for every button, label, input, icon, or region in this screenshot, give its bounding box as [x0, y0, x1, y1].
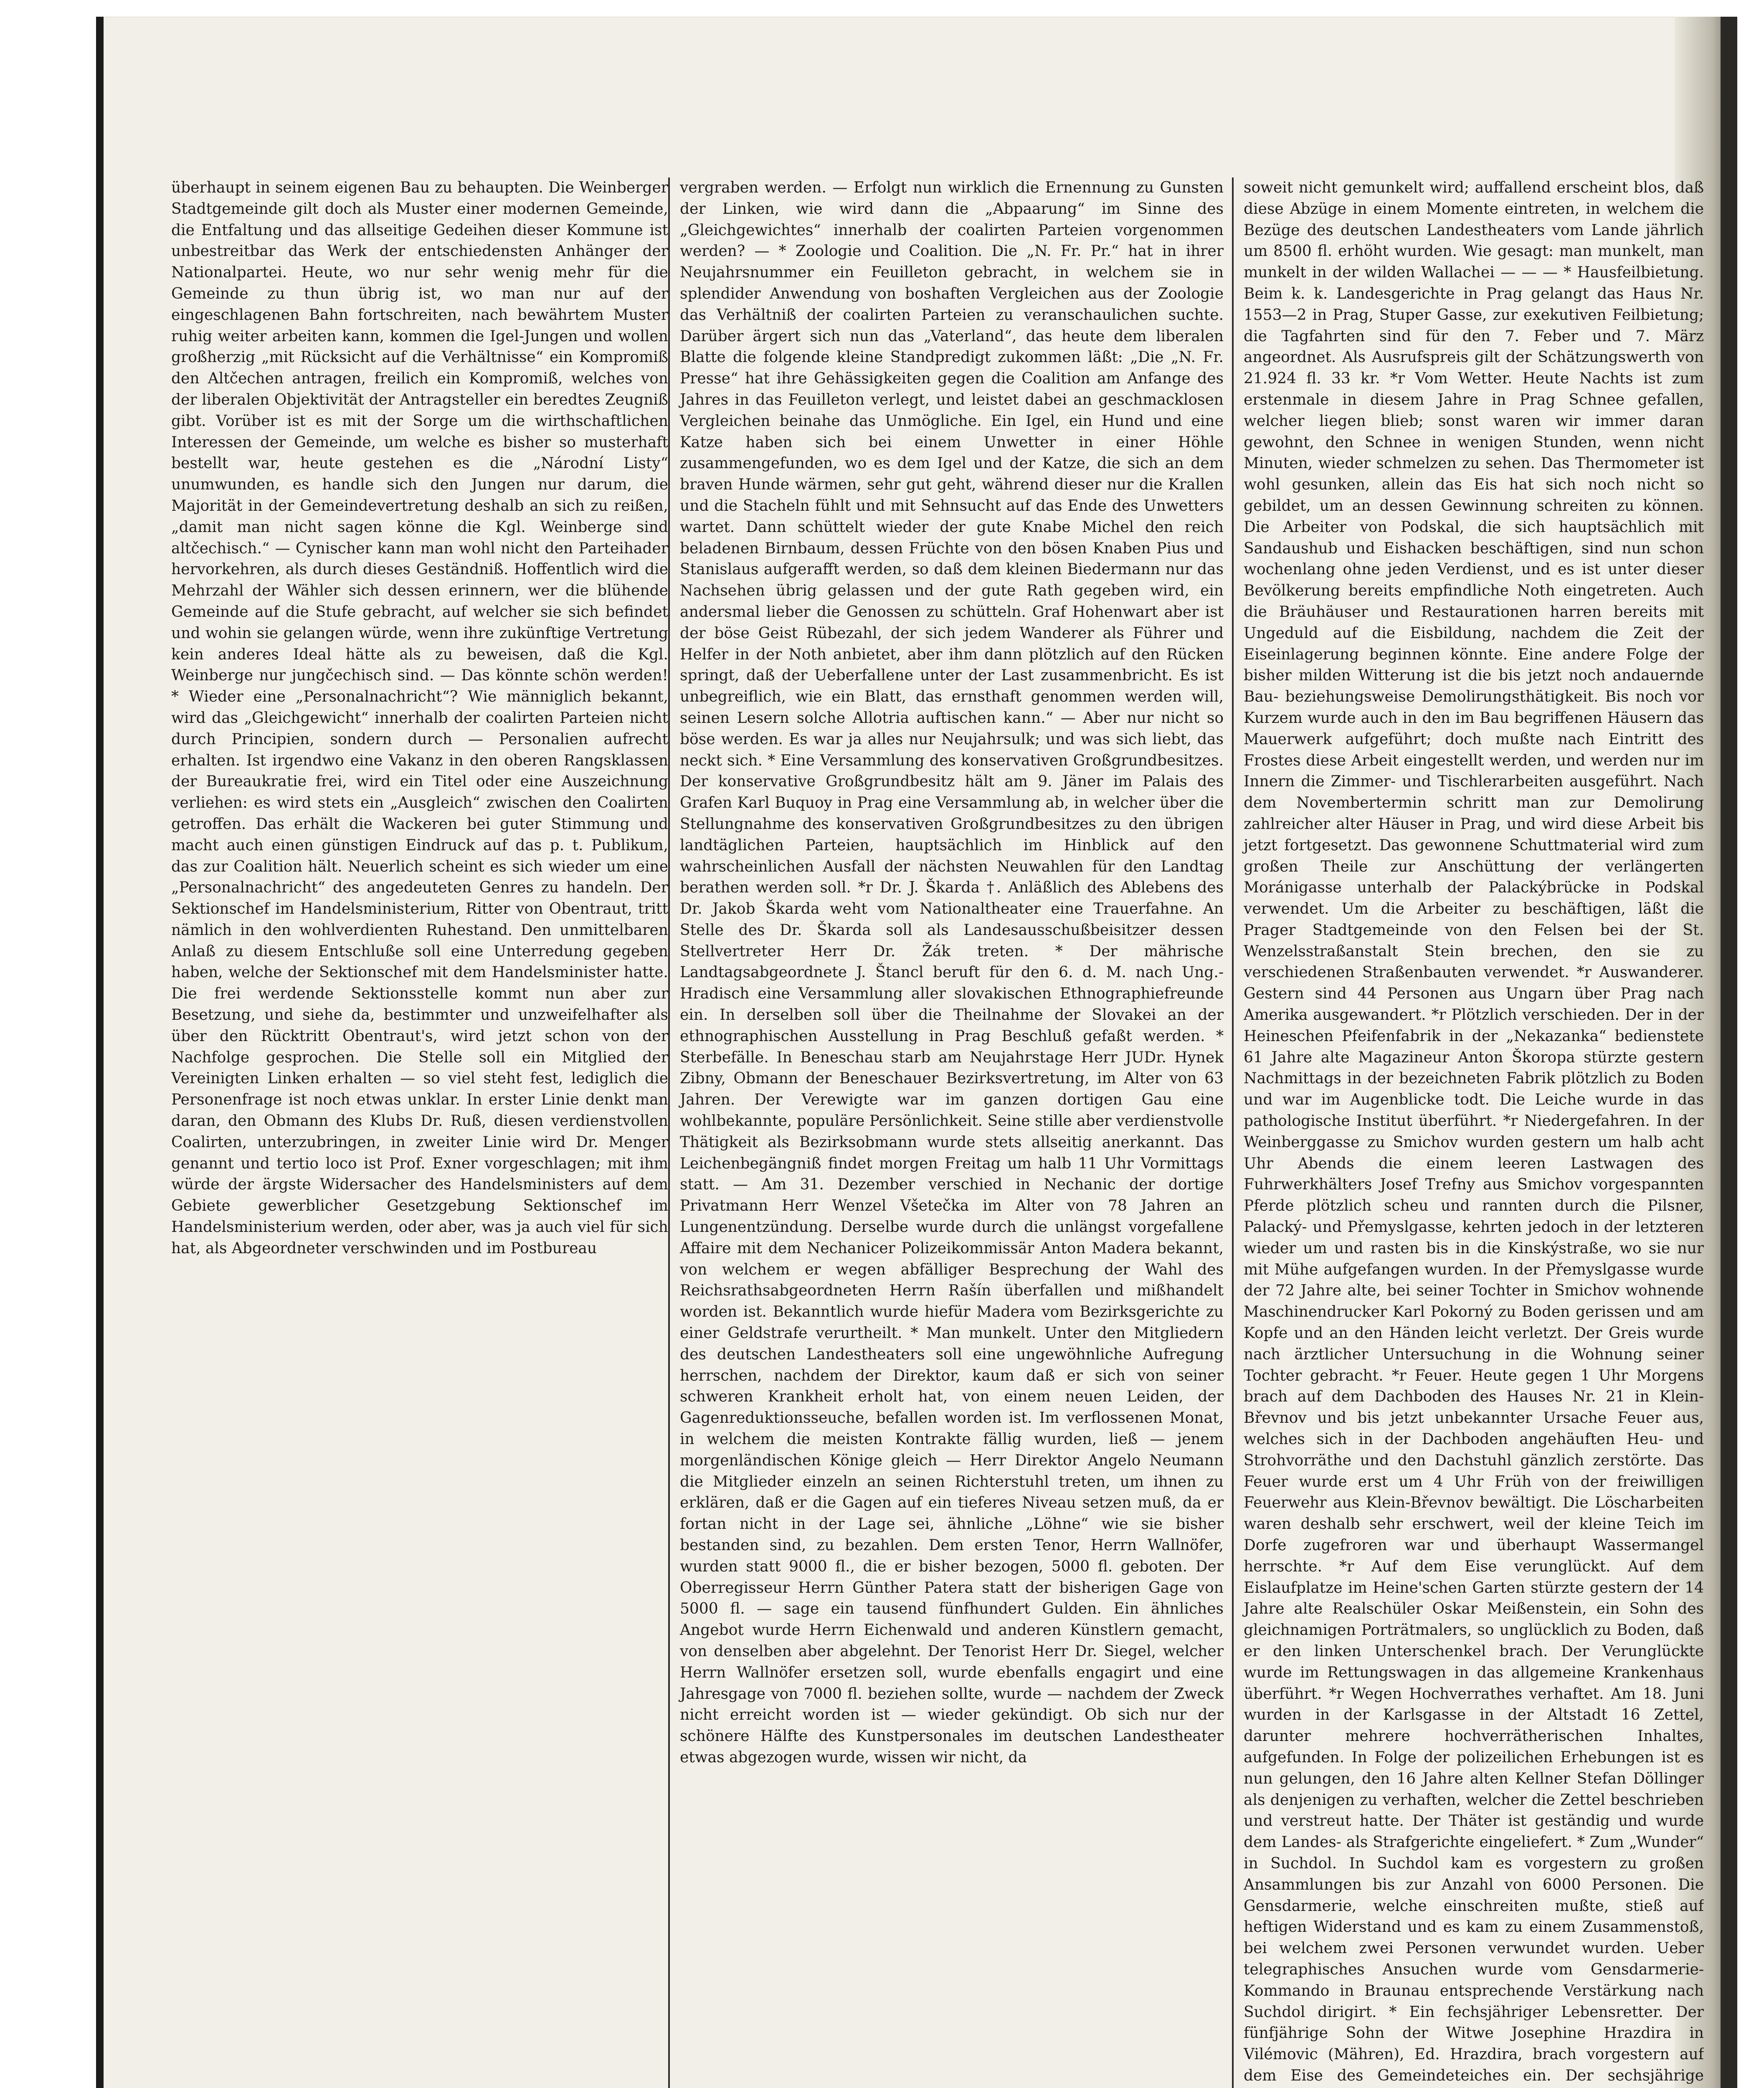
scan-left-edge [96, 17, 104, 2088]
column-2-text: vergraben werden. — Erfolgt nun wirklich die Ernennung zu Gunsten der Linken, wie wird dann die „Abpaarung“ im Sinne des „Gleichgewichtes“ innerhalb der coalirten Parteien vorgenommen werden? — * Zoologie und Coalition. Die „N. Fr. Pr.“ hat in ihrer Neujahrsnummer ein Feuilleton gebracht, in welchem sie in splendider Anwendung von boshaften Vergleichen aus der Zoologie das Verhältniß der coalirten Parteien zu veranschaulichen suchte. Darüber ärgert sich nun das „Vaterland“, das heute dem liberalen Blatte die folgende kleine Standpredigt zukommen läßt: „Die „N. Fr. Presse“ hat ihre Gehässigkeiten gegen die Coalition am Anfange des Jahres in das Feuilleton verlegt, und leistet dabei an geschmacklosen Vergleichen beinahe das Unmögliche. Ein Igel, ein Hund und eine Katze haben sich bei einem Unwetter in einer Höhle zusammengefunden, wo es dem Igel und der Katze, die sich an dem braven Hunde wärmen, sehr gut geht, während dieser nur die Krallen und die Stacheln fühlt und mit Sehnsucht auf das Ende des Unwetters wartet. Dann schüttelt wieder der gute Knabe Michel den reich beladenen Birnbaum, dessen Früchte von den bösen Knaben Pius und Stanislaus aufgerafft werden, so daß dem kleinen Biedermann nur das Nachsehen übrig gelassen und der gute Rath gegeben wird, ein andersmal lieber die Genossen zu schütteln. Graf Hohenwart aber ist der böse Geist Rübezahl, der sich jedem Wanderer als Führer und Helfer in der Noth anbietet, aber ihm dann plötzlich auf den Rücken springt, daß der Ueberfallene unter der Last zusammenbricht. Es ist unbegreiflich, wie ein Blatt, das ernsthaft genommen werden will, seinen Lesern solche Allotria auftischen kann.“ — Aber nur nicht so böse werden. Es war ja alles nur Neujahrsulk; und was sich liebt, das neckt sich. * Eine Versammlung des konservativen Großgrundbesitzes. Der konservative Großgrundbesitz hält am 9. Jäner im Palais des Grafen Karl Buquoy in Prag eine Versammlung ab, in welcher über die Stellungnahme des konservativen Großgrundbesitzes zu den übrigen landtäglichen Parteien, hauptsächlich im Hinblick auf den wahrscheinlichen Ausfall der nächsten Neuwahlen für den Landtag berathen werden soll. *r Dr. J. Škarda †. Anläßlich des Ablebens des Dr. Jakob Škarda weht vom Nationaltheater eine Trauerfahne. An Stelle des Dr. Škarda soll als Landesausschußbeisitzer dessen Stellvertreter Herr Dr. Žák treten. * Der mährische Landtagsabgeordnete J. Štancl beruft für den 6. d. M. nach Ung.-Hradisch eine Versammlung aller slovakischen Ethnographiefreunde ein. In derselben soll über die Theilnahme der Slovakei an der ethnographischen Ausstellung in Prag Beschluß gefaßt werden. * Sterbefälle. In Beneschau starb am Neujahrstage Herr JUDr. Hynek Zibny, Obmann der Beneschauer Bezirksvertretung, im Alter von 63 Jahren. Der Verewigte war im ganzen dortigen Gau eine wohlbekannte, populäre Persönlichkeit. Seine stille aber verdienstvolle Thätigkeit als Bezirksobmann wurde stets allseitig anerkannt. Das Leichenbegängniß findet morgen Freitag um halb 11 Uhr Vormittags statt. — Am 31. Dezember verschied in Nechanic der dortige Privatmann Herr Wenzel Všetečka im Alter von 78 Jahren an Lungenentzündung. Derselbe wurde durch die unlängst vorgefallene Affaire mit dem Nechanicer Polizeikommissär Anton Madera bekannt, von welchem er wegen abfälliger Besprechung der Wahl des Reichsrathsabgeordneten Herrn Rašín überfallen und mißhandelt worden ist. Bekanntlich wurde hiefür Madera vom Bezirksgerichte zu einer Geldstrafe verurtheilt. * Man munkelt. Unter den Mitgliedern des deutschen Landestheaters soll eine ungewöhnliche Aufregung herrschen, nachdem der Direktor, kaum daß er sich von seiner schweren Krankheit erholt hat, von einem neuen Leiden, der Gagenreduktionsseuche, befallen worden ist. Im verflossenen Monat, in welchem die meisten Kontrakte fällig wurden, ließ — jenem morgenländischen Könige gleich — Herr Direktor Angelo Neumann die Mitglieder einzeln an seinen Richterstuhl treten, um ihnen zu erklären, daß er die Gagen auf ein tieferes Niveau setzen muß, da er fortan nicht in der Lage sei, ähnliche „Löhne“ wie sie bisher bestanden sind, zu bezahlen. Dem ersten Tenor, Herrn Wallnöfer, wurden statt 9000 fl., die er bisher bezogen, 5000 fl. geboten. Der Oberregisseur Herrn Günther Patera statt der bisherigen Gage von 5000 fl. — sage ein tausend fünfhundert Gulden. Ein ähnliches Angebot wurde Herrn Eichenwald und anderen Künstlern gemacht, von denselben aber abgelehnt. Der Tenorist Herr Dr. Siegel, welcher Herrn Wallnöfer ersetzen soll, wurde ebenfalls engagirt und eine Jahresgage von 7000 fl. beziehen sollte, wurde — nachdem der Zweck nicht erreicht worden ist — wieder gekündigt. Ob sich nur der schönere Hälfte des Kunstpersonales im deutschen Landestheater etwas abgezogen wurde, wissen wir nicht, da [668, 177, 1224, 2088]
column-3-text: soweit nicht gemunkelt wird; auffallend erscheint blos, daß diese Abzüge in einem Momente eintreten, in welchem die Bezüge des deutschen Landestheaters vom Lande jährlich um 8500 fl. erhöht wurden. Wie gesagt: man munkelt, man munkelt in der wilden Wallachei — — — * Hausfeilbietung. Beim k. k. Landesgerichte in Prag gelangt das Haus Nr. 1553—2 in Prag, Stuper Gasse, zur exekutiven Feilbietung; die Tagfahrten sind für den 7. Feber und 7. März angeordnet. Als Ausrufspreis gilt der Schätzungswerth von 21.924 fl. 33 kr. *r Vom Wetter. Heute Nachts ist zum erstenmale in diesem Jahre in Prag Schnee gefallen, welcher liegen blieb; sonst waren wir immer daran gewohnt, den Schnee in wenigen Stunden, wenn nicht Minuten, wieder schmelzen zu sehen. Das Thermometer ist wohl gesunken, allein das Eis hat sich noch nicht so gebildet, um an dessen Gewinnung schreiten zu können. Die Arbeiter von Podskal, die sich hauptsächlich mit Sandaushub und Eishacken beschäftigen, sind nun schon wochenlang ohne jeden Verdienst, und es ist unter dieser Bevölkerung bereits empfindliche Noth eingetreten. Auch die Bräuhäuser und Restaurationen harren bereits mit Ungeduld auf die Eisbildung, nachdem die Zeit der Eiseinlagerung beginnen könnte. Eine andere Folge der bisher milden Witterung ist die bis jetzt noch andauernde Bau- beziehungsweise Demolirungsthätigkeit. Bis noch vor Kurzem wurde auch in den im Bau begriffenen Häusern das Mauerwerk aufgeführt; doch mußte nach Eintritt des Frostes diese Arbeit eingestellt werden, und werden nur im Innern die Zimmer- und Tischlerarbeiten ausgeführt. Nach dem Novembertermin schritt man zur Demolirung zahlreicher alter Häuser in Prag, und wird diese Arbeit bis jetzt fortgesetzt. Das gewonnene Schuttmaterial wird zum großen Theile zur Anschüttung der verlängerten Moránigasse unterhalb der Palackýbrücke in Podskal verwendet. Um die Arbeiter zu beschäftigen, läßt die Prager Stadtgemeinde von den Felsen bei der St. Wenzelsstraßanstalt Stein brechen, den sie zu verschiedenen Straßenbauten verwendet. *r Auswanderer. Gestern sind 44 Personen aus Ungarn über Prag nach Amerika ausgewandert. *r Plötzlich verschieden. Der in der Heineschen Pfeifenfabrik in der „Nekazanka“ bedienstete 61 Jahre alte Magazineur Anton Škoropa stürzte gestern Nachmittags in der bezeichneten Fabrik plötzlich zu Boden und war im Augenblicke todt. Die Leiche wurde in das pathologische Institut überführt. *r Niedergefahren. In der Weinberggasse zu Smichov wurden gestern um halb acht Uhr Abends die einem leeren Lastwagen des Fuhrwerkhälters Josef Trefny aus Smichov vorgespannten Pferde plötzlich scheu und rannten durch die Pilsner, Palacký- und Přemyslgasse, kehrten jedoch in der letzteren wieder um und rasten bis in die Kinskýstraße, wo sie nur mit Mühe aufgefangen wurden. In der Přemyslgasse wurde der 72 Jahre alte, bei seiner Tochter in Smichov wohnende Maschinendrucker Karl Pokorný zu Boden gerissen und am Kopfe und an den Händen leicht verletzt. Der Greis wurde nach ärztlicher Untersuchung in die Wohnung seiner Tochter gebracht. *r Feuer. Heute gegen 1 Uhr Morgens brach auf dem Dachboden des Hauses Nr. 21 in Klein-Břevnov und bis jetzt unbekannter Ursache Feuer aus, welches sich in der Dachboden angehäuften Heu- und Strohvorräthe und den Dachstuhl gänzlich zerstörte. Das Feuer wurde erst um 4 Uhr Früh von der freiwilligen Feuerwehr aus Klein-Břevnov bewältigt. Die Löscharbeiten waren deshalb sehr erschwert, weil der kleine Teich im Dorfe zugefroren war und überhaupt Wassermangel herrschte. *r Auf dem Eise verunglückt. Auf dem Eislaufplatze im Heine'schen Garten stürzte gestern der 14 Jahre alte Realschüler Oskar Meißenstein, ein Sohn des gleichnamigen Porträtmalers, so unglücklich zu Boden, daß er den linken Unterschenkel brach. Der Verunglückte wurde im Rettungswagen in das allgemeine Krankenhaus überführt. *r Wegen Hochverrathes verhaftet. Am 18. Juni wurden in der Karlsgasse in der Altstadt 16 Zettel, darunter mehrere hochverrätherischen Inhaltes, aufgefunden. In Folge der polizeilichen Erhebungen ist es nun gelungen, den 16 Jahre alten Kellner Stefan Döllinger als denjenigen zu verhaften, welcher die Zettel beschrieben und verstreut hatte. Der Thäter ist geständig und wurde dem Landes- als Strafgerichte eingeliefert. * Zum „Wunder“ in Suchdol. In Suchdol kam es vorgestern zu großen Ansammlungen bis zur Anzahl von 6000 Personen. Die Gensdarmerie, welche einschreiten mußte, stieß auf heftigen Widerstand und es kam zu einem Zusammenstoß, bei welchem zwei Personen verwundet wurden. Ueber telegraphisches Ansuchen wurde vom Gensdarmerie-Kommando in Braunau entsprechende Verstärkung nach Suchdol dirigirt. * Ein fechsjähriger Lebensretter. Der fünfjährige Sohn der Witwe Josephine Hrazdira in Vilémovic (Mähren), Ed. Hrazdira, brach vorgestern auf dem Eise des Gemeindeteiches ein. Der sechsjährige [1232, 177, 1704, 2088]
column-1-upper-text: überhaupt in seinem eigenen Bau zu behaupten. Die Weinberger Stadtgemeinde gilt doch als Muster einer modernen Gemeinde, die Entfaltung und das allseitige Gedeihen dieser Kommune ist unbestreitbar das Werk der entschiedensten Anhänger der Nationalpartei. Heute, wo nur sehr wenig mehr für die Gemeinde zu thun übrig ist, wo man nur auf der eingeschlagenen Bahn fortschreiten, nach bewährtem Muster ruhig weiter arbeiten kann, kommen die Igel-Jungen und wollen großherzig „mit Rücksicht auf die Verhältnisse“ ein Kompromiß den Altčechen antragen, freilich ein Kompromiß, welches von der liberalen Objektivität der Antragsteller ein beredtes Zeugniß gibt. Vorüber ist es mit der Sorge um die wirthschaftlichen Interessen der Gemeinde, um welche es bisher so musterhaft bestellt war, heute gestehen es die „Národní Listy“ unumwunden, es handle sich den Jungen nur darum, die Majorität in der Gemeindevertretung deshalb an sich zu reißen, „damit man nicht sagen könne die Kgl. Weinberge sind altčechisch.“ — Cynischer kann man wohl nicht den Parteihader hervorkehren, als durch dieses Geständniß. Hoffentlich wird die Mehrzahl der Wähler sich dessen erinnern, wer die blühende Gemeinde auf die Stufe gebracht, auf welcher sie sich befindet und wohin sie gelangen würde, wenn ihre zukünftige Vertretung kein anderes Ideal hätte als zu beweisen, daß die Kgl. Weinberge nur jungčechisch sind. — Das könnte schön werden! * Wieder eine „Personalnachricht“? Wie männiglich bekannt, wird das „Gleichgewicht“ innerhalb der coalirten Parteien nicht durch Principien, sondern durch — Personalien aufrecht erhalten. Ist irgendwo eine Vakanz in den oberen Rangsklassen der Bureaukratie frei, wird ein Titel oder eine Auszeichnung verliehen: es wird stets ein „Ausgleich“ zwischen den Coalirten getroffen. Das erhält die Wackeren bei guter Stimmung und macht auch einen günstigen Eindruck auf das p. t. Publikum, das zur Coalition hält. Neuerlich scheint es sich wieder um eine „Personalnachricht“ des angedeuteten Genres zu handeln. Der Sektionschef im Handelsministerium, Ritter von Obentraut, tritt nämlich in den wohlverdienten Ruhestand. Den unmittelbaren Anlaß zu diesem Entschluße soll eine Unterredung gegeben haben, welche der Sektionschef mit dem Handelsminister hatte. Die frei werdende Sektionsstelle kommt nun aber zur Besetzung, und siehe da, bestimmter und unzweifelhafter als über den Rücktritt Obentraut's, wird jetzt schon von der Nachfolge gesprochen. Die Stelle soll ein Mitglied der Vereinigten Linken erhalten — so viel steht fest, lediglich die Personenfrage ist noch etwas unklar. In erster Linie denkt man daran, den Obmann des Klubs Dr. Ruß, diesen verdienstvollen Coalirten, unterzubringen, in zweiter Linie wird Dr. Menger genannt und tertio loco ist Prof. Exner vorgeschlagen; mit ihm würde der ärgste Widersacher des Handelsministers auf dem Gebiete gewerblicher Gesetzgebung Sektionschef im Handelsministerium werden, oder aber, was ja auch viel für sich hat, als Abgeordneter verschwinden und im Postbureau [171, 179, 668, 1257]
newspaper-page [96, 17, 1737, 2088]
